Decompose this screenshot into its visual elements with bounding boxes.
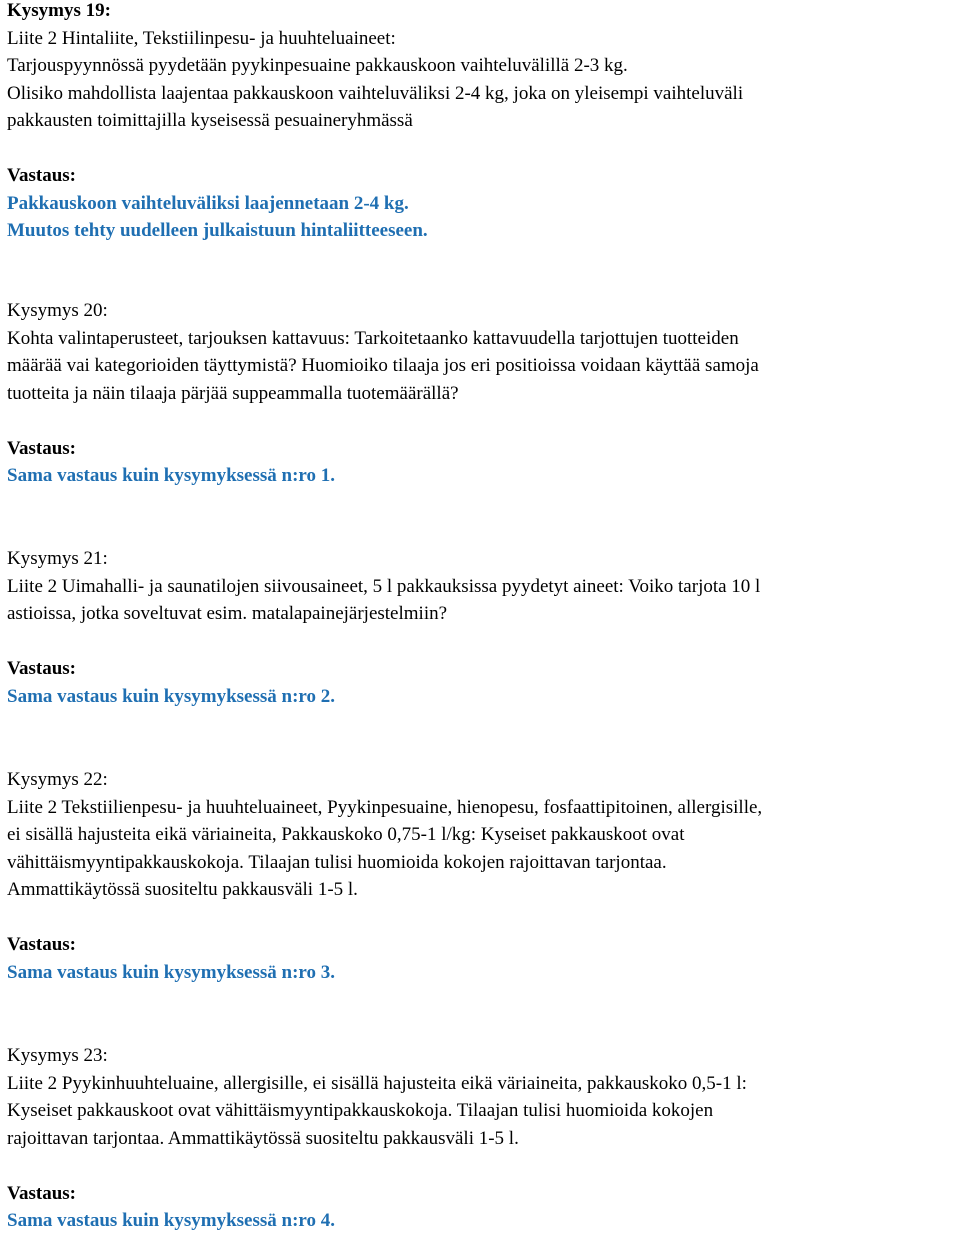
question-heading: Kysymys 19: <box>7 0 111 21</box>
question-text-line: Kohta valintaperusteet, tarjouksen kattavuus: Tarkoitetaanko kattavuudella tarjottujen tuotteiden <box>7 327 739 349</box>
question-text-line: Olisiko mahdollista laajentaa pakkauskoon vaihteluväliksi 2-4 kg, joka on yleisempi vaihteluväli <box>7 82 744 104</box>
question-heading: Kysymys 23: <box>7 1045 108 1066</box>
question-text-line: Ammattikäytössä suositeltu pakkausväli 1-5 l. <box>7 879 358 900</box>
question-block-20 <box>7 297 957 490</box>
answer-text-line: Pakkauskoon vaihteluväliksi laajennetaan 2-4 kg. <box>7 192 409 214</box>
answer-text-line: Sama vastaus kuin kysymyksessä n:ro 4. <box>7 1210 336 1231</box>
question-text-line: Liite 2 Hintaliite, Tekstiilinpesu- ja huuhteluaineet: <box>7 27 396 49</box>
answer-text-line: Sama vastaus kuin kysymyksessä n:ro 3. <box>7 961 336 983</box>
question-text-line: astioissa, jotka soveltuvat esim. matalapainejärjestelmiin? <box>7 603 448 624</box>
answer-label: Vastaus: <box>7 165 76 186</box>
question-text-line: tuotteita ja näin tilaaja pärjää suppeammalla tuotemäärällä? <box>7 382 459 404</box>
question-text-line: Kyseiset pakkauskoot ovat vähittäismyyntipakkauskokoja. Tilaajan tulisi huomioida kokojen <box>7 1100 714 1121</box>
question-block-21 <box>7 545 957 710</box>
question-text-line: Liite 2 Tekstiilienpesu- ja huuhteluaineet, Pyykinpesuaine, hienopesu, fosfaattipitoinen, allergisille, <box>7 796 763 818</box>
question-block-19 <box>7 0 957 245</box>
question-heading: Kysymys 20: <box>7 300 108 321</box>
question-text-line: Tarjouspyynnössä pyydetään pyykinpesuaine pakkauskoon vaihteluvälillä 2-3 kg. <box>7 55 628 76</box>
question-text-line: vähittäismyyntipakkauskokoja. Tilaajan tulisi huomioida kokojen rajoittavan tarjontaa. <box>7 851 667 873</box>
question-text-line: määrää vai kategorioiden täyttymistä? Huomioiko tilaaja jos eri positioissa voidaan käyttää samoja <box>7 355 759 376</box>
answer-text-line: Sama vastaus kuin kysymyksessä n:ro 1. <box>7 465 336 486</box>
answer-label: Vastaus: <box>7 1182 76 1204</box>
question-text-line: rajoittavan tarjontaa. Ammattikäytössä suositeltu pakkausväli 1-5 l. <box>7 1127 519 1149</box>
question-text-line: Liite 2 Uimahalli- ja saunatilojen siivousaineet, 5 l pakkauksissa pyydetyt aineet: Voiko tarjota 10 l <box>7 575 761 597</box>
answer-label: Vastaus: <box>7 934 76 955</box>
question-heading: Kysymys 21: <box>7 548 108 569</box>
question-text-line: ei sisällä hajusteita eikä väriaineita, Pakkauskoko 0,75-1 l/kg: Kyseiset pakkauskoot ovat <box>7 824 685 845</box>
answer-text-line: Sama vastaus kuin kysymyksessä n:ro 2. <box>7 685 336 707</box>
answer-text-line: Muutos tehty uudelleen julkaistuun hintaliitteeseen. <box>7 220 428 241</box>
question-text-line: pakkausten toimittajilla kyseisessä pesuaineryhmässä <box>7 110 413 131</box>
question-block-22 <box>7 766 957 986</box>
answer-label: Vastaus: <box>7 437 76 459</box>
answer-label: Vastaus: <box>7 658 76 679</box>
question-text-line: Liite 2 Pyykinhuuhteluaine, allergisille, ei sisällä hajusteita eikä väriaineita, pakkauskoko 0,5-1 l: <box>7 1072 747 1094</box>
question-block-23 <box>7 1042 957 1235</box>
question-heading: Kysymys 22: <box>7 769 108 790</box>
